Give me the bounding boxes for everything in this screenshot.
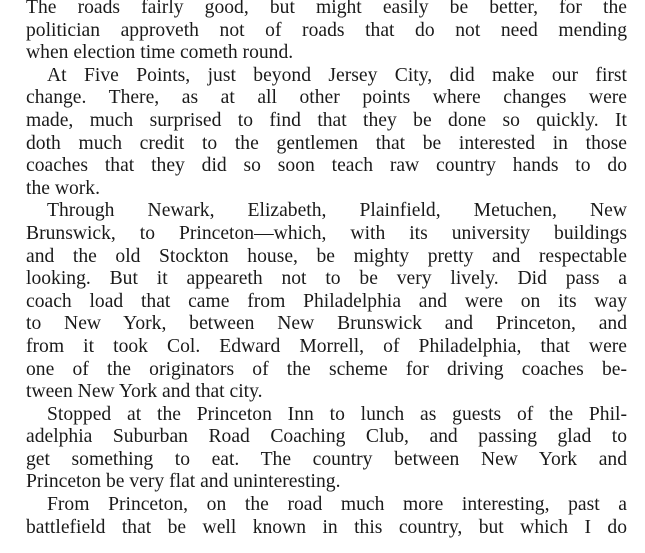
text-line: The roads fairly good, but might easily be better, for the xyxy=(26,0,627,18)
text-line: Brunswick, to Princeton—which, with its university buildings xyxy=(26,222,627,244)
text-line: get something to eat. The country between New York and xyxy=(26,448,627,470)
paragraph-1 xyxy=(26,0,627,65)
text-line: battlefield that be well known in this country, but which I do xyxy=(26,516,627,538)
text-line: the work. xyxy=(26,177,101,199)
text-column xyxy=(26,0,627,539)
text-line: from it took Col. Edward Morrell, of Philadelphia, that were xyxy=(26,335,627,357)
paragraph-5 xyxy=(26,494,627,539)
text-line: At Five Points, just beyond Jersey City, did make our first xyxy=(47,64,627,86)
paragraph-2 xyxy=(26,65,627,201)
text-line: tween New York and that city. xyxy=(26,381,263,403)
text-line: coach load that came from Philadelphia and were on its way xyxy=(26,290,627,312)
text-line: From Princeton, on the road much more interesting, past a xyxy=(47,494,627,516)
paragraph-4 xyxy=(26,404,627,494)
text-line: when election time cometh round. xyxy=(26,42,294,64)
text-line: Princeton be very flat and uninteresting. xyxy=(26,471,341,493)
paragraph-3 xyxy=(26,200,627,403)
text-line: made, much surprised to find that they be done so quickly. It xyxy=(26,109,627,131)
text-line: doth much credit to the gentlemen that be interested in those xyxy=(26,132,627,154)
text-line: politician approveth not of roads that do not need mending xyxy=(26,19,627,41)
text-line: to New York, between New Brunswick and Princeton, and xyxy=(26,313,627,335)
text-line: looking. But it appeareth not to be very lively. Did pass a xyxy=(26,268,627,290)
text-line: Through Newark, Elizabeth, Plainfield, Metuchen, New xyxy=(47,200,627,222)
text-line: and the old Stockton house, be mighty pretty and respectable xyxy=(26,245,627,267)
text-line: adelphia Suburban Road Coaching Club, and passing glad to xyxy=(26,426,627,448)
text-line: one of the originators of the scheme for driving coaches be- xyxy=(26,358,627,380)
text-line: coaches that they did so soon teach raw country hands to do xyxy=(26,155,627,177)
text-line: change. There, as at all other points where changes were xyxy=(26,87,627,109)
text-line: Stopped at the Princeton Inn to lunch as guests of the Phil- xyxy=(47,403,627,425)
